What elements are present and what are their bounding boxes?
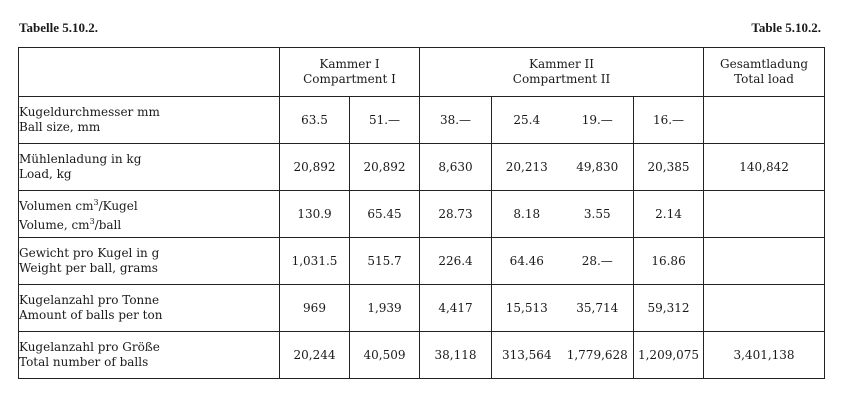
row-label-en-post: /ball (94, 218, 122, 232)
header-empty-cell (19, 48, 280, 97)
table-caption-de: Tabelle 5.10.2. (19, 20, 98, 35)
value-cell: 64.46 (492, 238, 562, 285)
row-label-en: Weight per ball, grams (19, 261, 158, 275)
value-cell: 59,312 (634, 285, 704, 332)
row-label-en-sup: 3 (89, 217, 95, 226)
header-compartment-1 (280, 48, 420, 97)
value-cell: 20,385 (634, 144, 704, 191)
row-label (19, 144, 280, 191)
row-label-en: Amount of balls per ton (19, 308, 163, 322)
value-cell: 16.86 (634, 238, 704, 285)
total-cell (704, 97, 825, 144)
value-cell: 25.4 (492, 97, 562, 144)
table-caption-en: Table 5.10.2. (751, 20, 821, 35)
row-label-de: Kugelanzahl pro Größe (19, 340, 160, 354)
value-cell: 1,031.5 (280, 238, 350, 285)
row-label (19, 285, 280, 332)
row-label-en: Load, kg (19, 167, 72, 181)
row-label-de: Kugeldurchmesser mm (19, 105, 160, 119)
value-cell: 8.18 (492, 191, 562, 238)
ball-charge-table (18, 47, 825, 379)
table-row-volume (19, 191, 825, 238)
table-row-ball-size (19, 97, 825, 144)
table-row-load (19, 144, 825, 191)
total-cell: 3,401,138 (704, 332, 825, 379)
value-cell: 969 (280, 285, 350, 332)
row-label (19, 97, 280, 144)
value-cell: 16.— (634, 97, 704, 144)
row-label (19, 332, 280, 379)
row-label-en: Total number of balls (19, 355, 149, 369)
table-row-balls-per-ton (19, 285, 825, 332)
header-compartment-2 (420, 48, 704, 97)
header-total-de: Gesamtladung (720, 57, 809, 71)
row-label-de: Gewicht pro Kugel in g (19, 246, 160, 260)
total-cell (704, 191, 825, 238)
header-row (19, 48, 825, 97)
row-label-de-post: /Kugel (98, 199, 138, 213)
row-label (19, 238, 280, 285)
row-label-de-sup: 3 (93, 198, 99, 207)
value-cell: 2.14 (634, 191, 704, 238)
value-cell: 313,564 (492, 332, 562, 379)
value-cell: 4,417 (420, 285, 492, 332)
header-compartment-1-de: Kammer I (319, 57, 380, 71)
value-cell: 38,118 (420, 332, 492, 379)
value-cell: 38.— (420, 97, 492, 144)
header-total-load (704, 48, 825, 97)
row-label-en: Ball size, mm (19, 120, 101, 134)
value-cell: 130.9 (280, 191, 350, 238)
value-cell: 20,213 (492, 144, 562, 191)
value-cell: 51.— (350, 97, 420, 144)
row-label-de: Mühlenladung in kg (19, 152, 142, 166)
value-cell: 1,939 (350, 285, 420, 332)
value-cell: 20,892 (350, 144, 420, 191)
total-cell: 140,842 (704, 144, 825, 191)
value-cell: 15,513 (492, 285, 562, 332)
table-row-total-balls (19, 332, 825, 379)
header-compartment-2-de: Kammer II (529, 57, 595, 71)
row-label (19, 191, 280, 238)
value-cell: 1,779,628 (562, 332, 634, 379)
value-cell: 515.7 (350, 238, 420, 285)
header-compartment-1-en: Compartment I (303, 72, 396, 86)
total-cell (704, 238, 825, 285)
header-compartment-2-en: Compartment II (512, 72, 611, 86)
row-label-de: Kugelanzahl pro Tonne (19, 293, 160, 307)
value-cell: 63.5 (280, 97, 350, 144)
row-label-de-pre: Volumen cm (19, 199, 94, 213)
value-cell: 226.4 (420, 238, 492, 285)
value-cell: 1,209,075 (634, 332, 704, 379)
value-cell: 28.73 (420, 191, 492, 238)
value-cell: 40,509 (350, 332, 420, 379)
value-cell: 28.— (562, 238, 634, 285)
row-label-en (19, 214, 279, 233)
value-cell: 20,244 (280, 332, 350, 379)
row-label-en-pre: Volume, cm (19, 218, 90, 232)
value-cell: 3.55 (562, 191, 634, 238)
total-cell (704, 285, 825, 332)
value-cell: 49,830 (562, 144, 634, 191)
value-cell: 19.— (562, 97, 634, 144)
value-cell: 65.45 (350, 191, 420, 238)
value-cell: 35,714 (562, 285, 634, 332)
row-label-de (19, 195, 279, 214)
value-cell: 8,630 (420, 144, 492, 191)
table-row-weight (19, 238, 825, 285)
header-total-en: Total load (734, 72, 794, 86)
value-cell: 20,892 (280, 144, 350, 191)
